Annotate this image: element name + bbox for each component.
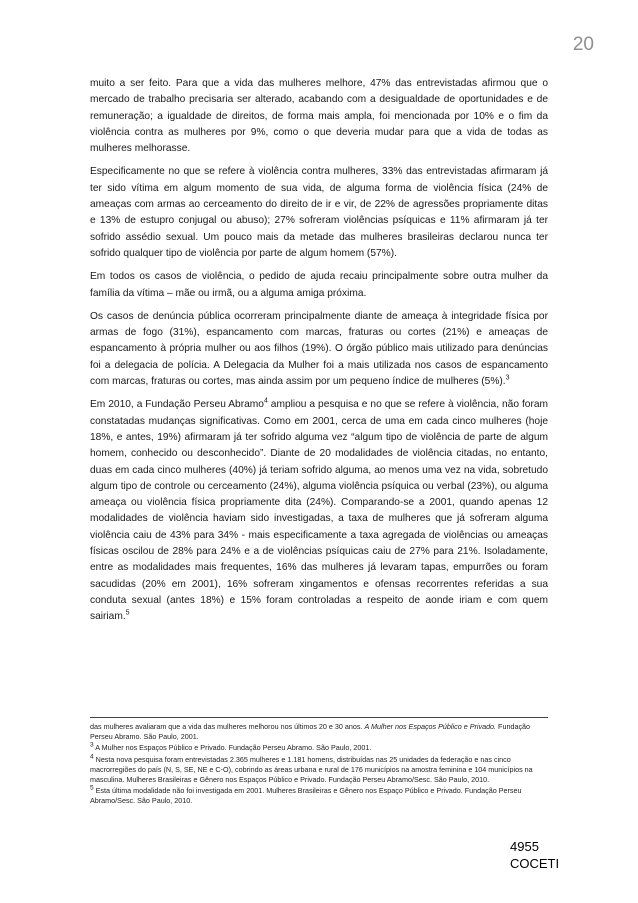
stamp-number: 4955 <box>510 839 539 854</box>
footnote: $^3$ A Mulher nos Espaços Público e Privado. Fundação Perseu Abramo. São Paulo, 2001. <box>90 742 372 753</box>
stamp-label: COCETI <box>510 856 560 871</box>
stamp <box>510 838 559 872</box>
footnote-ref[interactable]: 4 <box>263 397 268 405</box>
footnote: $^5$ Esta última modalidade não foi investigada em 2001. Mulheres Brasileiras e Gênero nos Espaço Público e Privado. Fundação Perseu Abramo/Sesc. São Paulo, 2010. <box>90 784 522 806</box>
paragraph: Especificamente no que se refere à violência contra mulheres, 33% das entrevistadas afirmaram já ter sido vítima em algum momento de sua vida, de alguma forma de violência física (24% de ameaças com armas ao cerceamento do direito de ir e vir, de 22% de agressões propriamente ditas e 13% de estupro conjugal ou abuso); 27% sofreram violências psíquicas e 11% afirmaram já ter sofrido assédio sexual. Um pouco mais da metade das mulheres brasileiras declarou nunca ter sofrido qualquer tipo de violência por parte de algum homem (57%). <box>90 166 548 259</box>
footnotes <box>90 722 548 808</box>
page-number: 20 <box>572 34 594 55</box>
footnote: das mulheres avaliaram que a vida das mulheres melhorou nos últimos 20 e 30 anos. A Mulher nos Espaços Público e Privado. Fundação Perseu Abramo. São Paulo, 2001. <box>90 722 531 742</box>
body-text <box>90 76 548 633</box>
footnote-ref[interactable]: 3 <box>505 374 510 382</box>
paragraph: Os casos de denúncia pública ocorreram principalmente diante de ameaça à integridade física por armas de fogo (31%), espancamento com marcas, fraturas ou cortes (21%) e ameaças de espancamento à própria mulher ou aos filhos (19%). O órgão público mais utilizado para denúncias foi a delegacia de polícia. A Delegacia da Mulher foi a mais utilizada nos casos de espancamento com marcas, fraturas ou cortes, mas ainda assim por um pequeno índice de mulheres (5%).$^3$ <box>90 310 548 388</box>
paragraph: Em 2010, a Fundação Perseu Abramo$^4$ ampliou a pesquisa e no que se refere à violência, não foram constatadas mudanças significativas. Como em 2001, cerca de uma em cada cinco mulheres (hoje 18%, e antes, 19%) afirmaram já ter sofrido alguma vez “algum tipo de violência de parte de algum homem, conhecido ou desconhecido”. Diante de 20 modalidades de violência citadas, no entanto, duas em cada cinco mulheres (40%) já teriam sofrido alguma, ao menos uma vez na vida, sobretudo algum tipo de controle ou cerceamento (24%), alguma violência psíquica ou verbal (23%), ou alguma ameaça ou violência física propriamente dita (24%). Comparando-se a 2001, quando apenas 12 modalidades de violência haviam sido investigadas, a taxa de mulheres que já sofreram alguma violência caiu de 43% para 34% - mais especificamente a taxa agregada de violências ou ameaças físicas oscilou de 28% para 24% e a de violências psíquicas caiu de 27% para 21%. Isoladamente, entre as modalidades mais frequentes, 16% das mulheres já levaram tapas, empurrões ou foram sacudidas (20% em 2001), 16% sofreram xingamentos e ofensas recorrentes referidas a sua conduta sexual (antes 18%) e 15% foram controladas a respeito de aonde iriam e com quem sairiam.$^5$ <box>90 397 548 623</box>
footnote-ref[interactable]: 5 <box>125 609 130 617</box>
paragraph: Em todos os casos de violência, o pedido de ajuda recaiu principalmente sobre outra mulher da família da vítima – mãe ou irmã, ou a alguma amiga próxima. <box>90 271 548 299</box>
footnote: $^4$ Nesta nova pesquisa foram entrevistadas 2.365 mulheres e 1.181 homens, distribuídas nas 25 unidades da federação e nas cinco macrorregiões do país (N, S, SE, NE e C-O), cobrindo as áreas urbana e rural de 176 municípios na amostra feminina e 104 municípios na masculina. Mulheres Brasileiras e Gênero nos Espaços Público e Privado. Fundação Perseu Abramo/Sesc. São Paulo, 2010. <box>90 753 533 785</box>
paragraph: muito a ser feito. Para que a vida das mulheres melhore, 47% das entrevistadas afirmou que o mercado de trabalho precisaria ser alterado, acabando com a desigualdade de oportunidades e de remuneração; a igualdade de direitos, de forma mais ampla, foi mencionada por 10% e o fim da violência contra as mulheres por 9%, como o que deveria mudar para que a vida de todas as mulheres melhorasse. <box>90 78 548 155</box>
footnote-divider <box>90 717 548 718</box>
